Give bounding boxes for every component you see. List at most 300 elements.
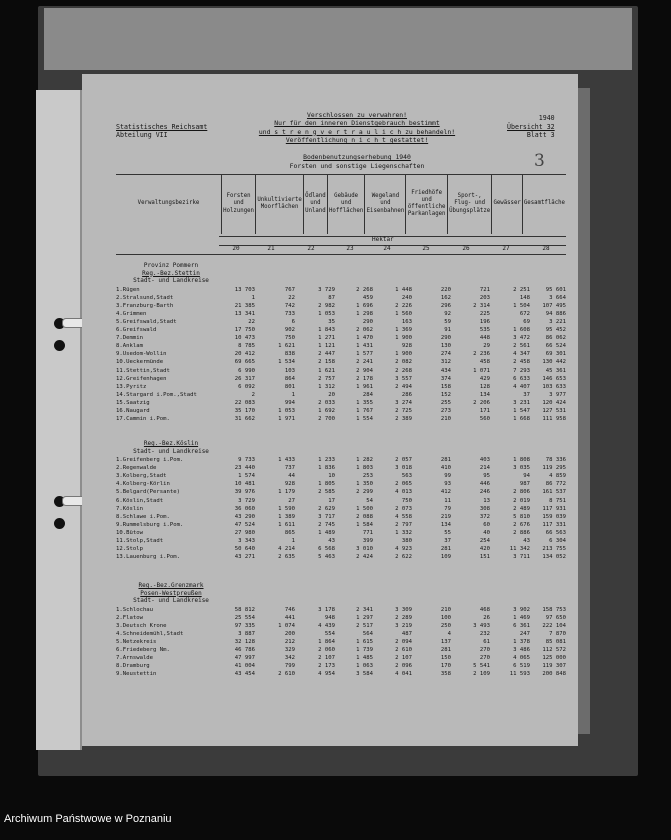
- table-cell: 987: [519, 481, 530, 488]
- table-cell: 2 725: [395, 408, 412, 414]
- table-cell: 3 231: [513, 399, 530, 406]
- table-cell: 109: [440, 554, 451, 561]
- district-name: 12.Stolp: [116, 546, 143, 553]
- table-cell: 6: [291, 318, 295, 325]
- table-cell: 948: [324, 614, 335, 621]
- table-cell: 93: [444, 481, 451, 488]
- table-cell: 3 018: [395, 465, 412, 472]
- notice-line: Verschlossen zu verwahren!: [306, 111, 408, 119]
- table-cell: 399: [362, 538, 373, 544]
- table-cell: 1 534: [278, 359, 295, 366]
- table-cell: 3 977: [549, 391, 566, 398]
- table-row: [116, 465, 566, 472]
- table-cell: 284: [362, 391, 373, 398]
- table-row: [116, 287, 566, 294]
- table-row: [116, 343, 566, 350]
- table-cell: 3 717: [318, 513, 335, 520]
- table-cell: 2 797: [395, 521, 412, 528]
- table-cell: 87: [328, 294, 335, 301]
- table-cell: 59: [444, 318, 451, 325]
- table-cell: 2 178: [356, 375, 373, 382]
- table-cell: 2 019: [513, 497, 530, 504]
- table-cell: 2 268: [356, 286, 373, 293]
- district-name: 2.Flatow: [116, 614, 143, 621]
- table-cell: 290: [362, 318, 373, 325]
- district-name: 7.Demmin: [116, 335, 143, 342]
- table-cell: 69 665: [234, 359, 255, 366]
- section-title: [116, 440, 226, 455]
- table-cell: 3 221: [549, 318, 566, 325]
- table-row: [116, 615, 566, 622]
- table-cell: 342: [284, 655, 295, 662]
- table-cell: 2: [251, 391, 255, 398]
- table-cell: 2 314: [473, 302, 490, 309]
- table-cell: 2 629: [318, 505, 335, 512]
- table-cell: 3 493: [473, 622, 490, 629]
- table-row: [116, 639, 566, 646]
- handwritten-mark: 3: [534, 151, 545, 171]
- table-cell: 563: [401, 473, 412, 480]
- table-row: [116, 384, 566, 391]
- column-number: 25: [422, 245, 430, 252]
- table-cell: 27: [288, 497, 295, 504]
- table-row: [116, 554, 566, 561]
- table-cell: 120 424: [542, 399, 566, 406]
- table-cell: 171: [479, 408, 490, 414]
- table-cell: 31 662: [234, 416, 255, 423]
- table-row: [116, 416, 566, 423]
- column-header: Gebäude und Hofflächen: [327, 174, 365, 234]
- district-name: 17.Cammin i.Pom.: [116, 416, 170, 423]
- table-cell: 1 611: [278, 521, 295, 528]
- table-cell: 13 341: [234, 310, 255, 317]
- table-row: [116, 400, 566, 407]
- district-name: 16.Naugard: [116, 408, 150, 414]
- table-cell: 487: [401, 630, 412, 637]
- table-row: [116, 481, 566, 488]
- table-cell: 4: [447, 630, 451, 637]
- table-cell: 151: [479, 554, 490, 561]
- table-cell: 99: [444, 473, 451, 480]
- district-name: 8.Anklam: [116, 343, 143, 350]
- table-cell: 2 206: [473, 399, 490, 406]
- table-cell: 1 389: [278, 513, 295, 520]
- table-cell: 13 703: [234, 286, 255, 293]
- table-cell: 838: [284, 351, 295, 358]
- table-cell: 61: [483, 638, 490, 645]
- table-row: [116, 303, 566, 310]
- table-cell: 146 653: [542, 375, 566, 382]
- table-cell: 2 757: [318, 375, 335, 382]
- table-cell: 26 317: [234, 375, 255, 382]
- table-cell: 95: [483, 473, 490, 480]
- table-cell: 2 241: [356, 359, 373, 366]
- table-cell: 23 440: [234, 465, 255, 472]
- table-cell: 86 772: [545, 481, 566, 488]
- table-cell: 1 864: [318, 638, 335, 645]
- table-cell: 1 971: [278, 416, 295, 423]
- table-cell: 6 304: [549, 538, 566, 544]
- column-header: Friedhöfe und öffentliche Parkanlagen: [406, 174, 447, 234]
- district-name: 15.Saatzig: [116, 399, 150, 406]
- table-cell: 1: [291, 391, 295, 398]
- table-cell: 1 560: [395, 310, 412, 317]
- table-cell: 100: [440, 614, 451, 621]
- table-cell: 47 524: [234, 521, 255, 528]
- table-cell: 1 350: [356, 481, 373, 488]
- table-cell: 2 299: [356, 489, 373, 496]
- table-cell: 170: [440, 663, 451, 670]
- table-cell: 4 013: [395, 489, 412, 496]
- table-cell: 212: [284, 638, 295, 645]
- table-cell: 4 558: [395, 513, 412, 520]
- table-cell: 94 886: [545, 310, 566, 317]
- table-cell: 130: [440, 343, 451, 350]
- table-cell: 119 295: [542, 465, 566, 472]
- issuer-name: Statistisches Reichsamt: [116, 123, 208, 131]
- table-cell: 29: [483, 343, 490, 350]
- table-cell: 312: [440, 359, 451, 366]
- table-cell: 672: [519, 310, 530, 317]
- table-cell: 3 486: [513, 647, 530, 653]
- table-cell: 535: [479, 327, 490, 333]
- table-cell: 66 563: [545, 529, 566, 536]
- table-cell: 2 251: [513, 286, 530, 293]
- table-cell: 225: [479, 310, 490, 317]
- table-cell: 158: [440, 383, 451, 390]
- table-title: [242, 153, 472, 170]
- table-cell: 1 574: [238, 473, 255, 480]
- column-number: 26: [462, 245, 470, 252]
- table-row: [116, 319, 566, 326]
- table-cell: 1 332: [395, 529, 412, 536]
- section-title: [116, 582, 226, 605]
- table-cell: 92: [444, 310, 451, 317]
- table-row: [116, 335, 566, 342]
- table-cell: 32 128: [234, 638, 255, 645]
- confidentiality-notice: [242, 111, 472, 144]
- table-cell: 2 060: [318, 647, 335, 653]
- table-cell: 240: [401, 294, 412, 301]
- table-cell: 94: [523, 473, 530, 480]
- district-name: 11.Stolp,Stadt: [116, 538, 164, 544]
- table-cell: 1 485: [356, 655, 373, 662]
- table-cell: 1 696: [356, 302, 373, 309]
- table-cell: 290: [440, 335, 451, 342]
- table-cell: 273: [440, 408, 451, 414]
- district-name: 5.Greifswald,Stadt: [116, 318, 177, 325]
- table-cell: 4 065: [513, 655, 530, 662]
- column-header: Gesamtfläche: [522, 174, 566, 234]
- unit-label: Hektar: [372, 236, 394, 243]
- table-row: [116, 457, 566, 464]
- table-cell: 1 431: [356, 343, 373, 350]
- table-cell: 2 561: [513, 343, 530, 350]
- district-name: 4.Grimmen: [116, 310, 147, 317]
- table-cell: 1 297: [356, 614, 373, 621]
- table-cell: 134 052: [542, 554, 566, 561]
- table-cell: 95 452: [545, 327, 566, 333]
- table-cell: 103 633: [542, 383, 566, 390]
- table-cell: 865: [284, 529, 295, 536]
- table-cell: 22 083: [234, 399, 255, 406]
- district-name: 5.Netzekreis: [116, 638, 157, 645]
- table-cell: 2 094: [395, 638, 412, 645]
- table-cell: 137: [440, 638, 451, 645]
- table-cell: 203: [479, 294, 490, 301]
- table-row: [116, 295, 566, 302]
- table-row: [116, 368, 566, 375]
- table-cell: 10: [328, 473, 335, 480]
- sheet-number: Blatt 3: [526, 131, 555, 140]
- table-cell: 374: [440, 375, 451, 382]
- table-cell: 6 990: [238, 367, 255, 374]
- table-cell: 468: [479, 606, 490, 613]
- survey-subtitle: Forsten und sonstige Liegenschaften: [289, 161, 425, 170]
- column-header: Sport-, Flug- und Übungsplätze: [447, 174, 492, 234]
- table-cell: 1 282: [356, 457, 373, 463]
- table-cell: 232: [479, 630, 490, 637]
- table-cell: 1 179: [278, 489, 295, 496]
- table-row: [116, 359, 566, 366]
- table-cell: 85 081: [545, 638, 566, 645]
- table-cell: 2 447: [318, 351, 335, 358]
- table-cell: 410: [440, 465, 451, 472]
- table-cell: 159 039: [542, 513, 566, 520]
- table-cell: 3 664: [549, 294, 566, 301]
- table-cell: 1 071: [473, 367, 490, 374]
- section-title-line: Stadt- und Landkreise: [133, 447, 209, 455]
- district-name: 8.Dramburg: [116, 663, 150, 670]
- district-name: 5.Belgard(Persante): [116, 489, 180, 496]
- table-cell: 2 904: [356, 367, 373, 374]
- table-cell: 281: [440, 457, 451, 463]
- table-cell: 403: [479, 457, 490, 463]
- section-title-line: Reg.-Bez.Köslin: [143, 440, 199, 447]
- notice-line: Nur für den inneren Dienstgebrauch bestimmt: [274, 119, 440, 128]
- table-cell: 3 274: [395, 399, 412, 406]
- table-cell: 246: [479, 489, 490, 496]
- table-cell: 1 621: [318, 367, 335, 374]
- table-cell: 1 767: [356, 408, 373, 414]
- table-row: [116, 311, 566, 318]
- table-cell: 247: [519, 630, 530, 637]
- district-name: 3.Kolberg,Stadt: [116, 473, 167, 480]
- table-cell: 2 173: [318, 663, 335, 670]
- table-cell: 928: [284, 481, 295, 488]
- district-name: 13.Lauenburg i.Pom.: [116, 554, 180, 561]
- table-cell: 214: [479, 465, 490, 472]
- table-cell: 10 473: [234, 335, 255, 342]
- table-cell: 864: [284, 375, 295, 382]
- table-cell: 210: [440, 416, 451, 423]
- table-cell: 220: [440, 286, 451, 293]
- table-cell: 107 495: [542, 302, 566, 309]
- table-cell: 253: [362, 473, 373, 480]
- district-name: 3.Franzburg-Barth: [116, 302, 174, 309]
- table-cell: 128: [479, 383, 490, 390]
- table-row: [116, 376, 566, 383]
- column-header: Unkultivierte Moorflächen: [256, 174, 304, 234]
- table-cell: 928: [401, 343, 412, 350]
- table-cell: 733: [284, 310, 295, 317]
- table-cell: 1 121: [318, 343, 335, 350]
- section-title-line: Provinz Pommern: [143, 262, 199, 269]
- table-cell: 22: [248, 318, 255, 325]
- table-cell: 2 494: [395, 383, 412, 390]
- table-cell: 2 700: [318, 416, 335, 423]
- table-cell: 564: [362, 630, 373, 637]
- table-cell: 26: [483, 614, 490, 621]
- table-cell: 4 923: [395, 546, 412, 553]
- district-name: 9.Usedom-Wollin: [116, 351, 167, 358]
- table-cell: 902: [284, 327, 295, 333]
- table-cell: 127 531: [542, 408, 566, 414]
- table-cell: 60: [483, 521, 490, 528]
- table-cell: 1 836: [318, 465, 335, 472]
- table-cell: 3 309: [395, 606, 412, 613]
- table-cell: 2 389: [395, 416, 412, 423]
- table-cell: 36 060: [234, 505, 255, 512]
- table-cell: 213 755: [542, 546, 566, 553]
- table-cell: 50 640: [234, 546, 255, 553]
- table-cell: 2 082: [395, 359, 412, 366]
- table-cell: 448: [479, 335, 490, 342]
- table-cell: 1 433: [278, 457, 295, 463]
- table-cell: 3 729: [318, 286, 335, 293]
- table-cell: 296: [440, 302, 451, 309]
- table-cell: 281: [440, 546, 451, 553]
- table-row: [116, 607, 566, 614]
- table-cell: 459: [362, 294, 373, 301]
- table-cell: 97 335: [234, 622, 255, 629]
- table-cell: 86 062: [545, 335, 566, 342]
- table-cell: 5 541: [473, 663, 490, 670]
- column-number: 27: [502, 245, 510, 252]
- table-cell: 1 803: [356, 465, 373, 472]
- table-cell: 40: [483, 529, 490, 536]
- table-cell: 7 870: [549, 630, 566, 637]
- table-cell: 2 107: [395, 655, 412, 662]
- table-cell: 1 577: [356, 351, 373, 358]
- table-row: [116, 663, 566, 670]
- table-cell: 1 469: [513, 614, 530, 621]
- table-cell: 2 458: [513, 359, 530, 366]
- table-cell: 9 733: [238, 457, 255, 463]
- table-cell: 3 584: [356, 671, 373, 678]
- table-row: [116, 546, 566, 553]
- table-cell: 429: [479, 375, 490, 382]
- table-cell: 746: [284, 606, 295, 613]
- table-cell: 6 092: [238, 383, 255, 390]
- table-row: [116, 473, 566, 480]
- table-cell: 2 062: [356, 327, 373, 333]
- table-cell: 25 554: [234, 614, 255, 621]
- table-cell: 11: [444, 497, 451, 504]
- table-cell: 43 454: [234, 671, 255, 678]
- table-cell: 3 557: [395, 375, 412, 382]
- table-row: [116, 522, 566, 529]
- table-cell: 37: [444, 538, 451, 544]
- table-cell: 58 812: [234, 606, 255, 613]
- table-cell: 162: [440, 294, 451, 301]
- table-cell: 3 219: [395, 622, 412, 629]
- table-row: [116, 408, 566, 415]
- table-cell: 1 053: [278, 408, 295, 414]
- table-cell: 2 982: [318, 302, 335, 309]
- column-header: Ödland und Unland: [304, 174, 328, 234]
- table-row: [116, 538, 566, 545]
- table-cell: 35: [328, 318, 335, 325]
- table-cell: 219: [440, 513, 451, 520]
- table-cell: 43 271: [234, 554, 255, 561]
- table-cell: 27 980: [234, 529, 255, 536]
- table-cell: 1 233: [318, 457, 335, 463]
- table-cell: 1 554: [356, 416, 373, 423]
- table-cell: 1 961: [356, 383, 373, 390]
- table-cell: 1 063: [356, 663, 373, 670]
- table-cell: 200 848: [542, 671, 566, 678]
- table-cell: 4 439: [318, 622, 335, 629]
- scan-top-edge: [44, 8, 632, 70]
- table-cell: 11 342: [509, 546, 530, 553]
- table-cell: 2 424: [356, 554, 373, 561]
- table-cell: 69: [523, 318, 530, 325]
- table-cell: 737: [284, 465, 295, 472]
- table-cell: 4 214: [278, 546, 295, 553]
- table-cell: 1 584: [356, 521, 373, 528]
- section-title-line: Stadt- und Landkreise: [133, 277, 209, 284]
- table-cell: 21 385: [234, 302, 255, 309]
- table-cell: 119 307: [542, 663, 566, 670]
- table-cell: 767: [284, 286, 295, 293]
- table-cell: 750: [284, 335, 295, 342]
- table-cell: 1: [291, 538, 295, 544]
- district-name: 14.Stargard i.Pom.,Stadt: [116, 391, 197, 398]
- table-cell: 46 786: [234, 647, 255, 653]
- table-cell: 43 290: [234, 513, 255, 520]
- table-cell: 10 481: [234, 481, 255, 488]
- table-cell: 441: [284, 614, 295, 621]
- table-row: [116, 498, 566, 505]
- district-name: 7.Köslin: [116, 505, 143, 512]
- table-cell: 2 226: [395, 302, 412, 309]
- table-cell: 4 347: [513, 351, 530, 358]
- table-cell: 91: [444, 327, 451, 333]
- table-cell: 255: [440, 399, 451, 406]
- district-name: 11.Stettin,Stadt: [116, 367, 170, 374]
- table-cell: 554: [324, 630, 335, 637]
- table-cell: 3 035: [513, 465, 530, 472]
- document-page: [82, 74, 578, 746]
- table-cell: 43: [328, 538, 335, 544]
- section-title: [116, 262, 226, 285]
- table-cell: 3 343: [238, 538, 255, 544]
- table-cell: 750: [401, 497, 412, 504]
- table-cell: 801: [284, 383, 295, 390]
- table-cell: 2 065: [395, 481, 412, 488]
- table-cell: 112 572: [542, 647, 566, 653]
- table-cell: 130 442: [542, 359, 566, 366]
- table-row: [116, 506, 566, 513]
- table-cell: 458: [479, 359, 490, 366]
- table-cell: 78 336: [545, 457, 566, 463]
- table-cell: 3 472: [513, 335, 530, 342]
- table-cell: 6 361: [513, 622, 530, 629]
- table-cell: 2 886: [513, 529, 530, 536]
- table-cell: 380: [401, 538, 412, 544]
- table-cell: 1 489: [318, 529, 335, 536]
